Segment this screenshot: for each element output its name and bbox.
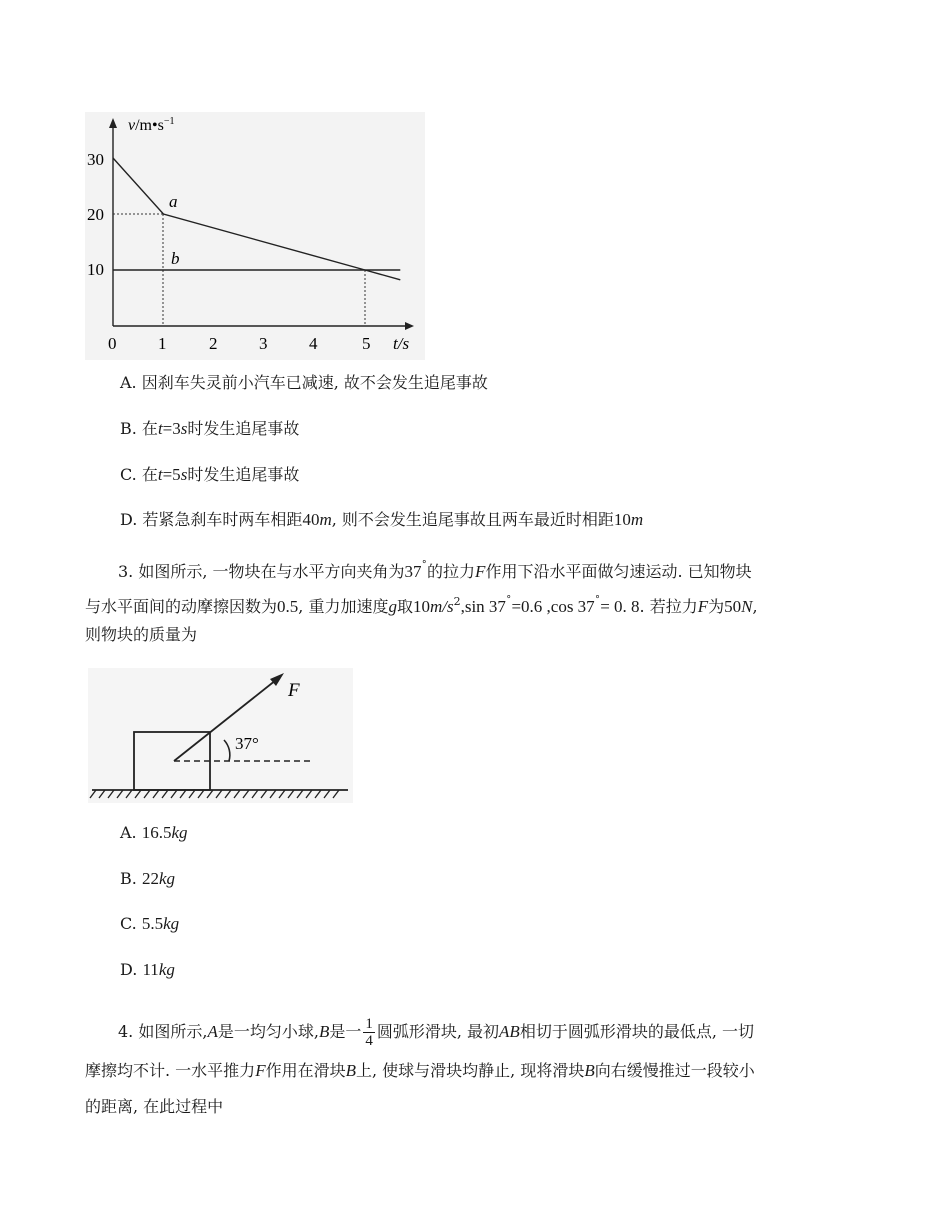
diagram-background: [88, 668, 353, 803]
x-tick-5: 5: [362, 334, 371, 353]
q3-line-1: 3. 如图所示, 一物块在与水平方向夹角为37˚的拉力F作用下沿水平面做匀速运动. 已知物块: [118, 560, 752, 581]
q4-line-3: 的距离, 在此过程中: [85, 1097, 224, 1116]
x-tick-2: 2: [209, 334, 218, 353]
q4-line-1: 4. 如图所示,A是一均匀小球,B是一 $\frac{1}{4}$ 圆弧形滑块, 最初AB相切于圆弧形滑块的最低点, 一切: [118, 1016, 754, 1049]
x-tick-3: 3: [259, 334, 268, 353]
q3-option-d: D. 11kg: [120, 960, 175, 979]
x-axis-label: t/s: [393, 334, 410, 353]
y-tick-20: 20: [87, 205, 104, 224]
velocity-time-graph: [85, 112, 425, 360]
y-tick-30: 30: [87, 150, 104, 169]
quarter-fraction: $\frac{1}{4}$: [365, 1016, 373, 1049]
x-tick-0: 0: [108, 334, 117, 353]
q3-line-2: 与水平面间的动摩擦因数为0.5, 重力加速度g取$10m/s^2,\sin$ 37˚=0.6 ,cos 37˚= 0. 8. 若拉力F为50N,: [85, 595, 758, 616]
q3-line-3: 则物块的质量为: [85, 625, 198, 644]
y-axis-label: $v/m•s^{-1}$: [128, 116, 175, 134]
q3-option-a: A. 16.5kg: [120, 823, 188, 842]
angle-label: 37°: [235, 734, 259, 753]
force-diagram: [88, 668, 353, 803]
vt-graph-svg: [85, 112, 425, 360]
graph-background: [85, 112, 425, 360]
q2-option-c: C. 在t=5s时发生追尾事故: [120, 465, 300, 484]
q3-option-b: B. 22kg: [120, 869, 175, 888]
force-label: F: [288, 680, 300, 701]
force-diagram-svg: [88, 668, 353, 803]
label-a: a: [169, 192, 178, 211]
y-tick-10: 10: [87, 260, 104, 279]
x-tick-1: 1: [158, 334, 167, 353]
q2-option-d: D. 若紧急刹车时两车相距40m, 则不会发生追尾事故且两车最近时相距10m: [120, 510, 644, 529]
q4-line-2: 摩擦均不计. 一水平推力F作用在滑块B上, 使球与滑块均静止, 现将滑块B向右缓慢推过一段较小: [85, 1061, 755, 1080]
label-b: b: [171, 249, 180, 268]
x-tick-4: 4: [309, 334, 318, 353]
q3-option-c: C. 5.5kg: [120, 914, 180, 933]
q2-option-a: A. 因刹车失灵前小汽车已减速, 故不会发生追尾事故: [120, 373, 488, 392]
q2-option-b: B. 在t=3s时发生追尾事故: [120, 419, 300, 438]
